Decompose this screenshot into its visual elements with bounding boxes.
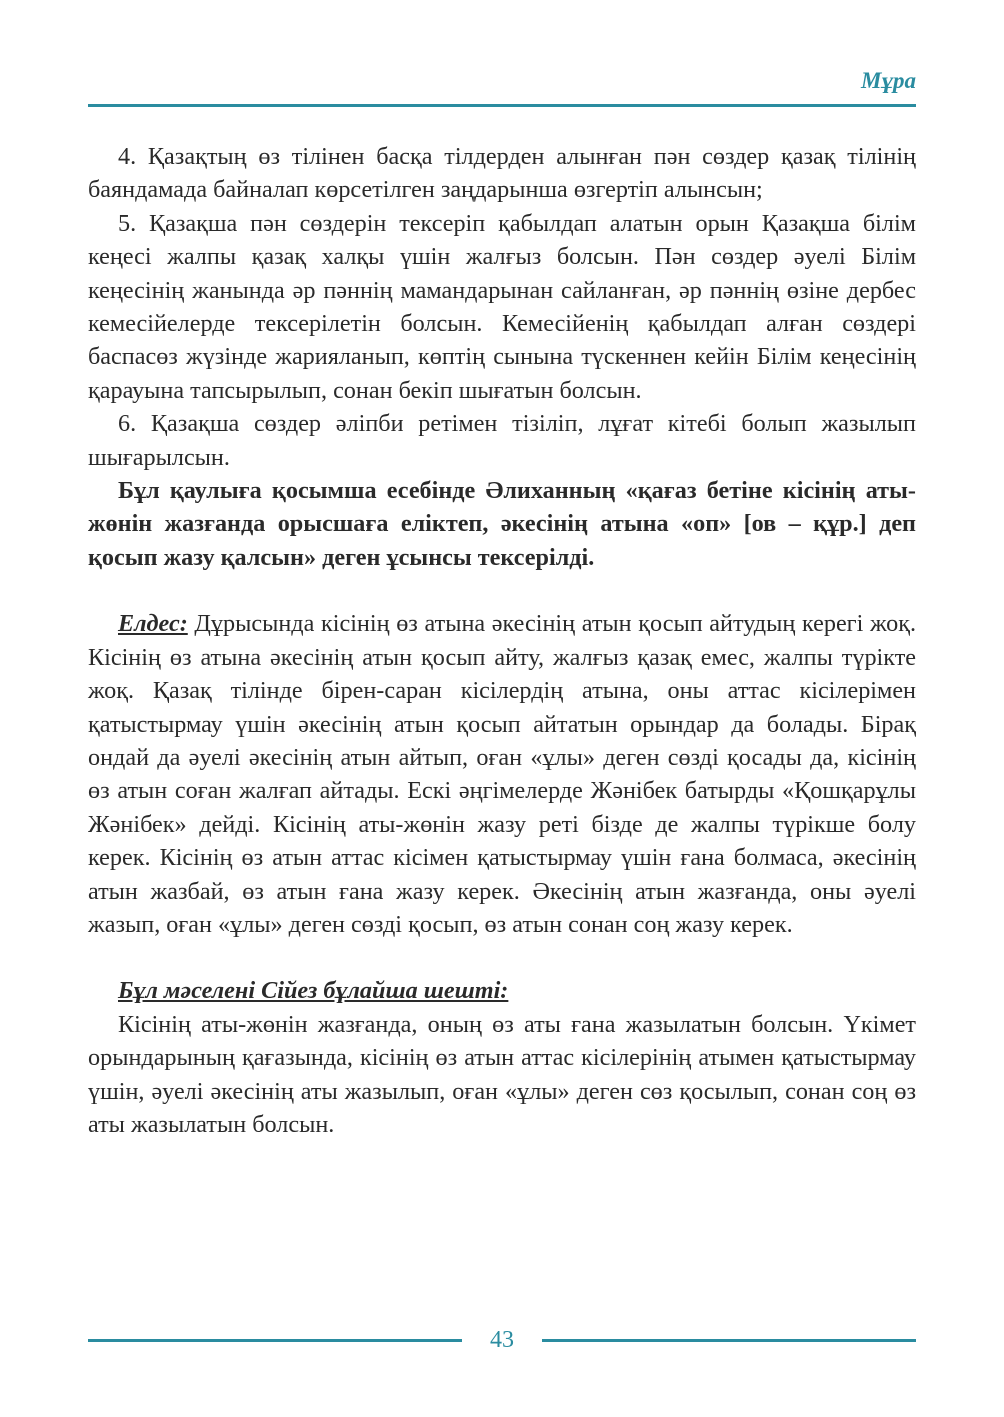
resolution-item-5: 5. Қазақша пән сөздерін тексеріп қабылдап алатын орын Қазақша білім кеңесі жалпы қазақ халқы үшін жалғыз болсын. Пән сөздер әуелі Білім кеңесінің жанында әр пәннің мамандарынан сайланған, әр пәннің өзіне дербес кемесійелерде тексерілетін болсын. Кемесійенің қабылдап алған сөздері баспасөз жүзінде жарияланып, көптің сынына түскеннен кейін Білім кеңесінің қарауына тапсырылып, сонан бекіп шығатын болсын. bbox=[88, 209, 916, 404]
running-header-title: Мұра bbox=[861, 68, 916, 93]
decision-heading-line bbox=[88, 974, 916, 1007]
header-rule bbox=[88, 104, 916, 107]
page-number: 43 bbox=[490, 1327, 514, 1353]
paragraph-spacer bbox=[88, 574, 916, 607]
resolution-item-4: 4. Қазақтың өз тілінен басқа тілдерден алынған пән сөздер қазақ тілінің баяндамада байналап көрсетілген заңдарынша өзгертіп алынсын; bbox=[88, 143, 916, 204]
page-body bbox=[88, 140, 916, 1141]
footer-rule-right bbox=[542, 1339, 916, 1342]
footer-rule-left bbox=[88, 1339, 462, 1342]
paragraph-spacer bbox=[88, 941, 916, 974]
speaker-paragraph bbox=[88, 607, 916, 941]
decision-heading: Бұл мәселені Сійез бұлайша шешті: bbox=[118, 977, 509, 1005]
bold-paragraph: Бұл қаулыға қосымша есебінде Әлиханның «қағаз бетіне кісінің аты-жөнін жазғанда орысшаға еліктеп, әкесінің атына «оп» [ов – құр.] деп қосып жазу қалсын» деген ұсынсы тексерілді. bbox=[88, 477, 916, 571]
resolution-item-6: 6. Қазақша сөздер әліпби ретімен тізіліп, лұғат кітебі болып жазылып шығарылсын. bbox=[88, 410, 916, 471]
speaker-name: Елдес: bbox=[118, 610, 188, 638]
decision-paragraph: Кісінің аты-жөнін жазғанда, оның өз аты ғана жазылатын болсын. Үкімет орындарының қағазында, кісінің өз атын аттас кісілерінің атымен қатыстырмау үшін, әуелі әкесінің аты жазылып, оған «ұлы» деген сөз қосылып, сонан соң өз аты жазылатын болсын. bbox=[88, 1010, 916, 1138]
speaker-text: Дұрысында кісінің өз атына әкесінің атын қосып айтудың керегі жоқ. Кісінің өз атына әкесінің атын қосып айту, жалғыз қазақ емес, жалпы түрікте жоқ. Қазақ тілінде бірен-саран кісілердің атына, оны аттас кісілерімен қатыстырмау үшін әкесінің атын қосып айтатын орындар да болады. Бірақ ондай да әуелі әкесінің атын айтып, оған «ұлы» деген сөзді қосады да, кісінің өз атын соған жалғап айтады. Ескі әңгімелерде Жәнібек батырды «Қошқарұлы Жәнібек» дейді. Кісінің аты-жөнін жазу реті бізде де жалпы түрікше болу керек. Кісінің өз атын аттас кісімен қатыстырмау үшін ғана болмаса, әкесінің атын жазбай, өз атын ғана жазу керек. Әкесінің атын жазғанда, оны әуелі жазып, оған «ұлы» деген сөзді қосып, өз атын сонан соң жазу керек. bbox=[88, 610, 916, 938]
